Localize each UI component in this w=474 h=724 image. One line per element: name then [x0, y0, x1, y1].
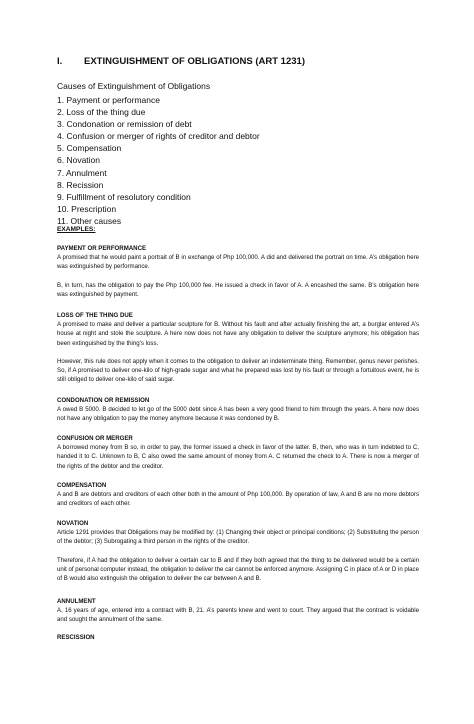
novation-section [57, 519, 419, 583]
loss-section [57, 311, 419, 384]
causes-list [57, 94, 260, 227]
payment-section [57, 244, 419, 299]
list-item: 2. Loss of the thing due [57, 107, 146, 118]
list-item: 6. Novation [57, 155, 100, 166]
loss-paragraph-1: A promised to make and deliver a particular sculpture for B. Without his fault and after actually finishing the art, a burglar entered A’s house at night and stole the sculpture. A here now does not have any obligation to deliver the sculpture anymore; his obligation has been extinguished by the thing’s loss. [57, 321, 419, 347]
section-heading [57, 56, 305, 67]
examples-label: EXAMPLES: [57, 226, 96, 233]
list-item: 11. Other causes [57, 215, 122, 226]
payment-paragraph-2: B, in turn, has the obligation to pay the Php 100,000 fee. He issued a check in favor of A. A encashed the same. B’s obligation here was extinguished by payment. [57, 281, 419, 298]
list-item: 4. Confusion or merger of rights of creditor and debtor [57, 131, 260, 142]
list-item: 10. Prescription [57, 203, 117, 214]
loss-heading: LOSS OF THE THING DUE [57, 312, 133, 319]
compensation-heading: COMPENSATION [57, 482, 107, 489]
loss-paragraph-2: However, this rule does not apply when it comes to the obligation to deliver an indeterminate thing. Remember, genus never perishes. So, if A promised to deliver one-kilo of high-grade sugar and what he prepared was lost by his fault or through a fortuitous event, he is still obliged to deliver one-kilo of said sugar. [57, 357, 419, 384]
list-item: 8. Recission [57, 179, 104, 190]
compensation-paragraph: A and B are debtors and creditors of each other both in the amount of Php 100,000. By operation of law, A and B are no more debtors and creditors of each other. [57, 491, 419, 508]
condonation-paragraph: A owed B 5000. B decided to let go of the 5000 debt since A has been a very good friend to him through the years. A here now does not have any obligation to pay the money anymore because it was condoned by B. [57, 406, 419, 423]
list-item: 5. Compensation [57, 143, 122, 154]
condonation-heading: CONDONATION OR REMISSION [57, 397, 150, 404]
condonation-section [57, 396, 419, 424]
confusion-paragraph: A borrowed money from B so, in order to pay, the former issued a check in favor of the latter. B, then, who was in turn indebted to C, handed it to C. Unknown to B, C also owed the same amount of money from A. C returned the check to A. There is now a merger of the rights of the debtor and the creditor. [57, 444, 419, 470]
novation-paragraph-2: Therefore, if A had the obligation to deliver a certain car to B and if they both agreed that the thing to be delivered would be a certain unit of personal computer instead, the obligation to deliver the car cannot be enforced anymore. Assigning C in place of A or D in place of B would also extinguish the obligation to deliver the car between A and B. [57, 556, 419, 583]
rescission-section [57, 633, 419, 642]
annulment-paragraph: A, 16 years of age, entered into a contract with B, 21. A’s parents knew and went to court. They argued that the contract is voidable and sought the annulment of the same. [57, 607, 419, 624]
section-number: I. [57, 56, 63, 67]
section-title: EXTINGUISHMENT OF OBLIGATIONS (ART 1231) [84, 56, 305, 67]
causes-title: Causes of Extinguishment of Obligations [57, 81, 211, 91]
rescission-heading: RESCISSION [57, 634, 95, 641]
annulment-section [57, 597, 419, 625]
payment-heading: PAYMENT OR PERFORMANCE [57, 245, 147, 252]
payment-paragraph-1: A promised that he would paint a portrait of B in exchange of Php 100,000. A did and delivered the portrait on time. A’s obligation here was extinguished by performance. [57, 254, 419, 271]
compensation-section [57, 481, 419, 509]
novation-heading: NOVATION [57, 520, 89, 527]
list-item: 1. Payment or performance [57, 95, 160, 105]
list-item: 3. Condonation or remission of debt [57, 119, 192, 130]
confusion-heading: CONFUSION OR MERGER [57, 435, 133, 442]
annulment-heading: ANNULMENT [57, 598, 96, 605]
novation-paragraph-1: Article 1291 provides that Obligations may be modified by: (1) Changing their object or principal conditions; (2) Substituting the person of the debtor; (3) Subrogating a third person in the rights of the creditor. [57, 529, 419, 546]
confusion-section [57, 434, 419, 471]
list-item: 7. Annulment [57, 167, 107, 178]
list-item: 9. Fulfillment of resolutory condition [57, 191, 191, 202]
